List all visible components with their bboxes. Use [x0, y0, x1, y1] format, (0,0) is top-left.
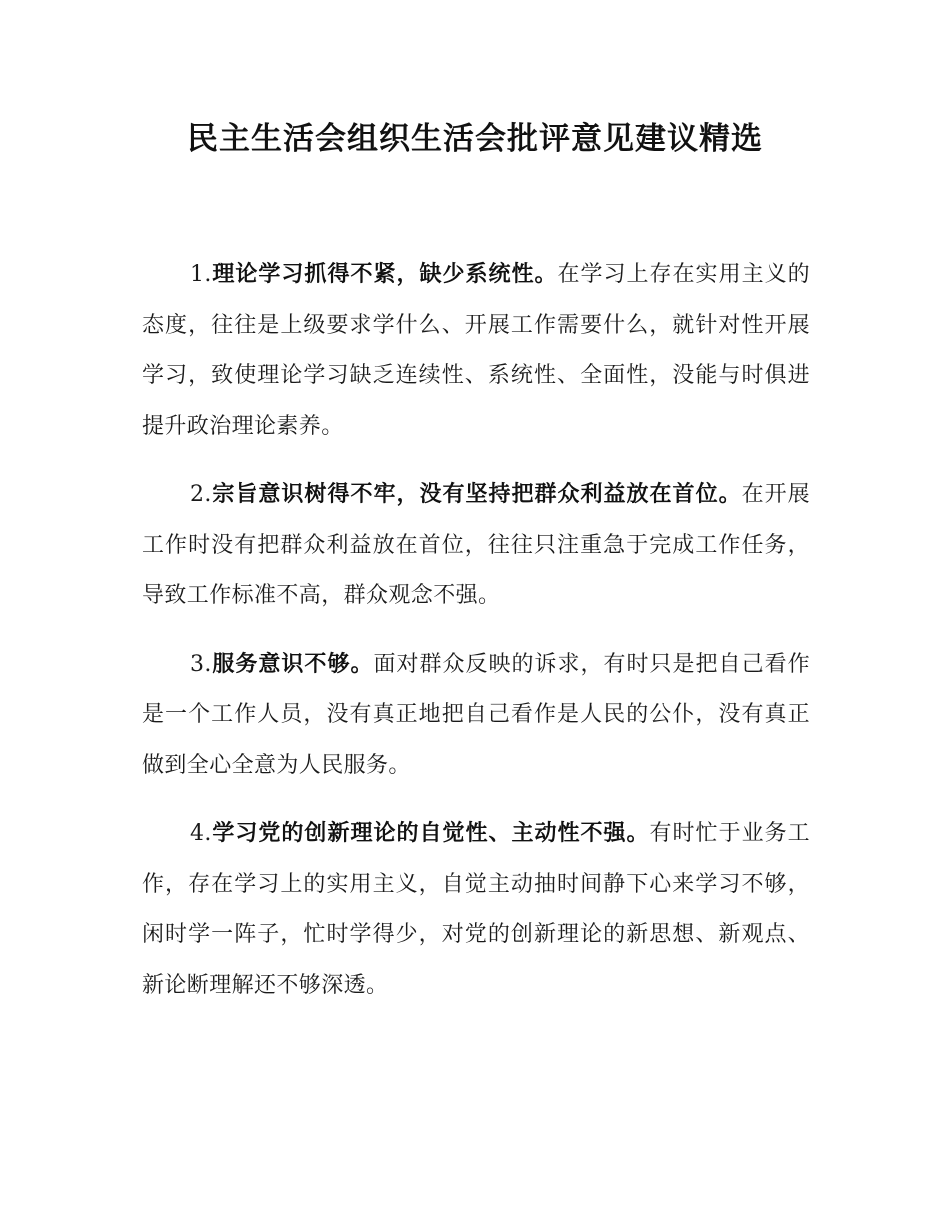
item-heading: 宗旨意识树得不牢，没有坚持把群众利益放在首位。: [211, 482, 742, 507]
item-text: 在开展工作时没有把群众利益放在首位，往往只注重急于完成工作任务，导致工作标准不高，群众观念不强。: [142, 482, 811, 608]
item-heading: 理论学习抓得不紧，缺少系统性。: [211, 262, 558, 287]
paragraph-1: [142, 250, 810, 452]
item-text: 在学习上存在实用主义的态度，往往是上级要求学什么、开展工作需要什么，就针对性开展学习，致使理论学习缺乏连续性、系统性、全面性，没能与时俱进提升政治理论素养。: [142, 262, 810, 439]
item-number: 2.: [190, 482, 212, 507]
item-heading: 学习党的创新理论的自觉性、主动性不强。: [211, 821, 650, 846]
paragraph-3: [142, 640, 810, 792]
document-title: 民主生活会组织生活会批评意见建议精选: [187, 121, 763, 157]
paragraph-4: [142, 809, 810, 1011]
paragraph-2: [142, 470, 810, 622]
item-heading: 服务意识不够。: [211, 651, 374, 677]
item-number: 1.: [190, 262, 212, 287]
item-text: 面对群众反映的诉求，有时只是把自己看作是一个工作人员，没有真正地把自己看作是人民的公仆，没有真正做到全心全意为人民服务。: [142, 651, 810, 778]
item-number: 3.: [190, 651, 212, 677]
document-body: [142, 250, 810, 1029]
item-number: 4.: [190, 821, 212, 846]
item-text: 有时忙于业务工作，存在学习上的实用主义，自觉主动抽时间静下心来学习不够，闲时学一阵子，忙时学得少，对党的创新理论的新思想、新观点、新论断理解还不够深透。: [142, 821, 810, 998]
